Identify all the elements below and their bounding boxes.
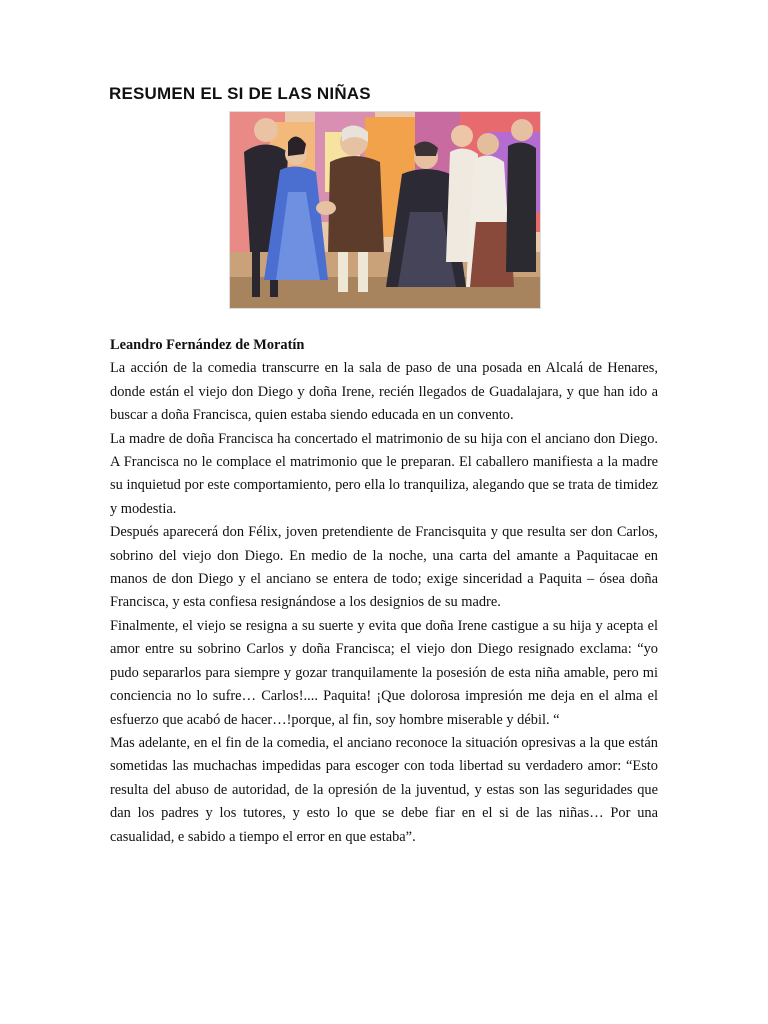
document-title: RESUMEN EL SI DE LAS NIÑAS [109,84,371,103]
document-body [110,334,658,849]
paragraph: La madre de doña Francisca ha concertado el matrimonio de su hija con el anciano don Diego. A Francisca no le complace el matrimonio que le preparan. El caballero manifiesta a la madre su inquietud por este comportamiento, pero ella lo tranquiliza, alegando que se trata de timidez y modestia. [110,430,658,517]
paragraph: La acción de la comedia transcurre en la sala de paso de una posada en Alcalá de Henares, donde están el viejo don Diego y doña Irene, recién llegados de Guadalajara, y que han ido a buscar a doña Francisca, quien estaba siendo educada en un convento. [110,360,658,424]
illustration [229,111,541,309]
author-name: Leandro Fernández de Moratín [110,337,305,353]
paragraph: Finalmente, el viejo se resigna a su suerte y evita que doña Irene castigue a su hija y acepta el amor entre su sobrino Carlos y doña Francisca; el viejo don Diego resignado exclama: “yo pudo separarlos para siempre y gozar tranquilamente la posesión de esta niña amable, pero mi conciencia no lo sufre… Carlos!.... Paquita! ¡Que dolorosa impresión me deja en el alma el esfuerzo que acabó de hacer…!porque, al fin, soy hombre miserable y débil. “ [110,617,658,728]
paragraph: Después aparecerá don Félix, joven pretendiente de Francisquita y que resulta ser don Carlos, sobrino del viejo don Diego. En medio de la noche, una carta del amante a Paquitacae en manos de don Diego y el anciano se entera de todo; exige sinceridad a Paquita – ósea doña Francisca, y esta confiesa resignándose a los designios de su madre. [110,524,658,611]
paragraph: Mas adelante, en el fin de la comedia, el anciano reconoce la situación opresivas a la que están sometidas las muchachas impedidas para escoger con toda libertad su verdadero amor: “Esto resulta del abuso de autoridad, de la opresión de la juventud, y estas son las seguridades que dan los padres y los tutores, y esto lo que se debe fiar en el si de las niñas… Por una casualidad, e sabido a tiempo el error en que estaba”. [110,734,658,845]
